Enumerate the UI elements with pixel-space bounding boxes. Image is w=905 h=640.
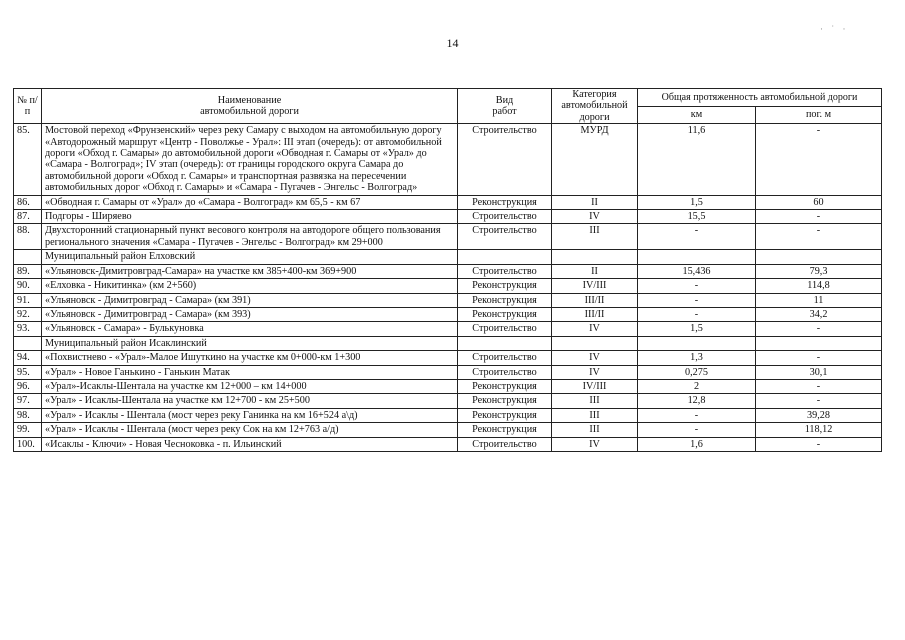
cell-length-m: 118,12 (756, 423, 882, 437)
cell-length-km: - (638, 307, 756, 321)
table-body (14, 124, 882, 452)
cell-length-m: 11 (756, 293, 882, 307)
district-name: Муниципальный район Исаклинский (42, 336, 458, 350)
cell-work-type: Реконструкция (458, 307, 552, 321)
cell-work-type: Строительство (458, 322, 552, 336)
table-row (14, 264, 882, 278)
cell-road-name: «Урал»-Исаклы-Шентала на участке км 12+000 – км 14+000 (42, 379, 458, 393)
cell-work-type: Строительство (458, 210, 552, 224)
cell-road-name: «Ульяновск-Димитровград-Самара» на участке км 385+400-км 369+900 (42, 264, 458, 278)
cell-length-m: 34,2 (756, 307, 882, 321)
cell-num (14, 336, 42, 350)
cell-road-name: «Ульяновск - Самара» - Булькуновка (42, 322, 458, 336)
header-km: км (638, 106, 756, 124)
header-m: пог. м (756, 106, 882, 124)
cell-num: 92. (14, 307, 42, 321)
cell-category: IV (552, 210, 638, 224)
cell-num: 93. (14, 322, 42, 336)
table-row (14, 307, 882, 321)
cell-length-km: 11,6 (638, 124, 756, 195)
cell-road-name: «Похвистнево - «Урал»-Малое Ишуткино на участке км 0+000-км 1+300 (42, 351, 458, 365)
cell-road-name: «Обводная г. Самары от «Урал» до «Самара - Волгоград» км 65,5 - км 67 (42, 195, 458, 209)
cell-road-name: «Урал» - Новое Ганькино - Ганькин Матак (42, 365, 458, 379)
cell-num: 88. (14, 224, 42, 250)
table-row (14, 351, 882, 365)
cell-work-type: Строительство (458, 224, 552, 250)
cell-length-m: - (756, 210, 882, 224)
cell-category: III (552, 408, 638, 422)
cell-length-km: - (638, 224, 756, 250)
cell-num: 86. (14, 195, 42, 209)
cell-empty (638, 250, 756, 264)
cell-length-km: 15,5 (638, 210, 756, 224)
cell-num: 89. (14, 264, 42, 278)
cell-empty (756, 250, 882, 264)
cell-num: 90. (14, 279, 42, 293)
district-row (14, 250, 882, 264)
cell-length-km: 15,436 (638, 264, 756, 278)
table-row (14, 293, 882, 307)
cell-num (14, 250, 42, 264)
cell-work-type: Строительство (458, 437, 552, 451)
cell-work-type: Реконструкция (458, 423, 552, 437)
table-row (14, 224, 882, 250)
header-work: Вид работ (458, 89, 552, 124)
cell-empty (552, 250, 638, 264)
cell-category: IV/III (552, 379, 638, 393)
cell-road-name: «Урал» - Исаклы-Шентала на участке км 12+700 - км 25+500 (42, 394, 458, 408)
cell-num: 95. (14, 365, 42, 379)
cell-empty (458, 336, 552, 350)
cell-num: 85. (14, 124, 42, 195)
cell-length-m: - (756, 379, 882, 393)
cell-road-name: «Ульяновск - Димитровград - Самара» (км 391) (42, 293, 458, 307)
header-category: Категория автомобильной дороги (552, 89, 638, 124)
cell-length-m: 30,1 (756, 365, 882, 379)
cell-length-m: - (756, 224, 882, 250)
cell-length-km: - (638, 423, 756, 437)
cell-road-name: Двухсторонний стационарный пункт весового контроля на автодороге общего пользования регионального значения «Самара - Пугачев - Энгельс - Волгоград» км 29+000 (42, 224, 458, 250)
cell-road-name: «Урал» - Исаклы - Шентала (мост через реку Ганинка на км 16+524 а\д) (42, 408, 458, 422)
cell-road-name: «Елховка - Никитинка» (км 2+560) (42, 279, 458, 293)
cell-road-name: «Урал» - Исаклы - Шентала (мост через реку Сок на км 12+763 а/д) (42, 423, 458, 437)
cell-num: 87. (14, 210, 42, 224)
cell-num: 91. (14, 293, 42, 307)
cell-length-km: 2 (638, 379, 756, 393)
cell-work-type: Строительство (458, 351, 552, 365)
page-number: 14 (446, 36, 459, 50)
cell-category: IV/III (552, 279, 638, 293)
cell-length-km: - (638, 293, 756, 307)
cell-work-type: Реконструкция (458, 379, 552, 393)
cell-category: III (552, 394, 638, 408)
table-row (14, 322, 882, 336)
table-row (14, 423, 882, 437)
cell-road-name: Мостовой переход «Фрунзенский» через реку Самару с выходом на автомобильную дорогу «Автодорожный маршрут «Центр - Поволжье - Урал»: III этап (очередь): от автомобильной дороги «Обход г. Самары» до автомобильной дороги «Обводная г. Самары от «Урал» до «Самара - Волгоград»; IV этап (очередь): от границы городского округа Самара до автомобильной дороги «Обход г. Самары» и транспортная развязка на пересечении автомобильных дорог «Обход г. Самары» и «Самара - Пугачев - Энгельс - Волгоград» (42, 124, 458, 195)
cell-length-km: 12,8 (638, 394, 756, 408)
cell-num: 97. (14, 394, 42, 408)
cell-length-m: 39,28 (756, 408, 882, 422)
cell-category: IV (552, 365, 638, 379)
roads-table (13, 88, 882, 452)
district-row (14, 336, 882, 350)
scan-specks: · ˙ · (820, 24, 849, 34)
cell-work-type: Реконструкция (458, 408, 552, 422)
cell-road-name: «Ульяновск - Димитровград - Самара» (км 393) (42, 307, 458, 321)
cell-work-type: Строительство (458, 365, 552, 379)
cell-work-type: Реконструкция (458, 279, 552, 293)
cell-length-m: - (756, 124, 882, 195)
header-num: № п/п (14, 89, 42, 124)
cell-empty (638, 336, 756, 350)
cell-length-km: 0,275 (638, 365, 756, 379)
header-length-group: Общая протяженность автомобильной дороги (638, 89, 882, 107)
district-name: Муниципальный район Елховский (42, 250, 458, 264)
table-row (14, 437, 882, 451)
cell-length-m: 79,3 (756, 264, 882, 278)
cell-length-km: - (638, 279, 756, 293)
table-row (14, 124, 882, 195)
cell-length-m: - (756, 322, 882, 336)
cell-empty (756, 336, 882, 350)
cell-num: 99. (14, 423, 42, 437)
cell-empty (458, 250, 552, 264)
cell-category: III/II (552, 307, 638, 321)
cell-num: 100. (14, 437, 42, 451)
cell-work-type: Строительство (458, 124, 552, 195)
cell-length-km: - (638, 408, 756, 422)
cell-length-m: - (756, 394, 882, 408)
cell-length-km: 1,3 (638, 351, 756, 365)
cell-category: IV (552, 351, 638, 365)
cell-length-km: 1,5 (638, 322, 756, 336)
table-row (14, 379, 882, 393)
cell-length-km: 1,5 (638, 195, 756, 209)
cell-length-km: 1,6 (638, 437, 756, 451)
table-row (14, 365, 882, 379)
cell-category: IV (552, 437, 638, 451)
cell-work-type: Реконструкция (458, 293, 552, 307)
table-row (14, 210, 882, 224)
cell-length-m: - (756, 437, 882, 451)
cell-category: МУРД (552, 124, 638, 195)
cell-category: II (552, 195, 638, 209)
header-name: Наименование автомобильной дороги (42, 89, 458, 124)
cell-length-m: 60 (756, 195, 882, 209)
cell-category: III (552, 423, 638, 437)
cell-num: 94. (14, 351, 42, 365)
cell-empty (552, 336, 638, 350)
cell-num: 98. (14, 408, 42, 422)
cell-work-type: Реконструкция (458, 394, 552, 408)
cell-category: III (552, 224, 638, 250)
table-row (14, 408, 882, 422)
cell-category: II (552, 264, 638, 278)
header-row (14, 89, 882, 107)
table-row (14, 195, 882, 209)
cell-category: III/II (552, 293, 638, 307)
cell-length-m: - (756, 351, 882, 365)
cell-road-name: Подгоры - Ширяево (42, 210, 458, 224)
cell-work-type: Реконструкция (458, 195, 552, 209)
table-row (14, 279, 882, 293)
cell-road-name: «Исаклы - Ключи» - Новая Чесноковка - п. Ильинский (42, 437, 458, 451)
cell-work-type: Строительство (458, 264, 552, 278)
cell-length-m: 114,8 (756, 279, 882, 293)
cell-category: IV (552, 322, 638, 336)
table-row (14, 394, 882, 408)
cell-num: 96. (14, 379, 42, 393)
